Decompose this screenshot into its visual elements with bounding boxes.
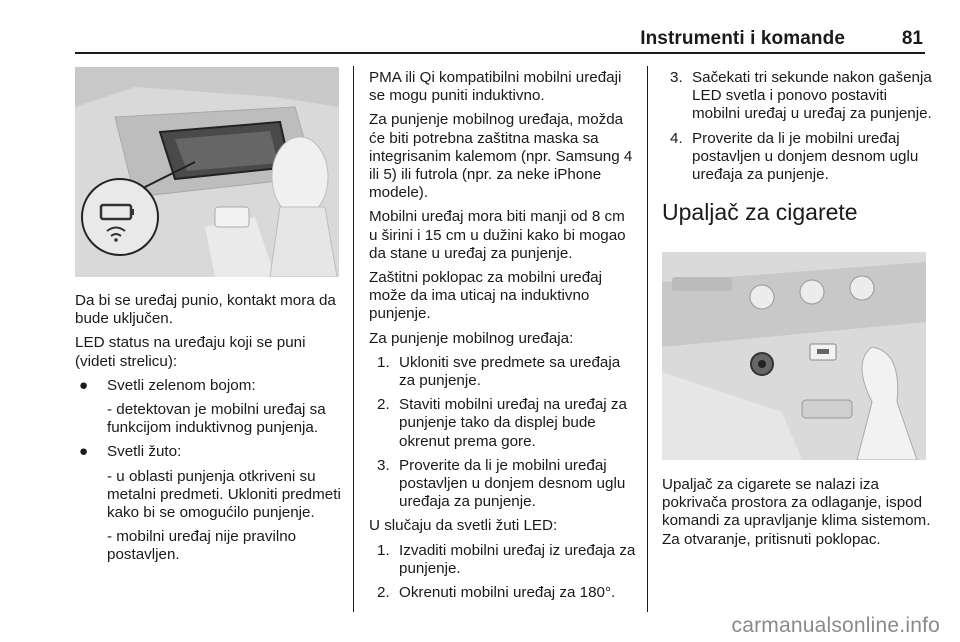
column-divider [353,66,354,612]
list-item [369,354,637,390]
paragraph: Za punjenje mobilnog uređaja, možda će biti potrebna zaštitna maska sa integrisanim kalemom (npr. Samsung 4 ili 5) ili futrola (npr. za neke iPhone modele). [369,111,633,202]
bullet-text: Svetli žuto: [107,443,182,461]
list-item [662,130,932,185]
column-right [662,69,932,240]
bullet-text: Svetli zelenom bojom: [107,376,256,394]
list-item [369,396,637,451]
paragraph: Da bi se uređaj punio, kontakt mora da bude uključen. [75,292,336,328]
list-number: 2. [377,584,390,602]
list-number: 3. [670,69,683,86]
list-text: Ukloniti sve predmete sa uređaja za punjenje. [399,353,621,390]
lighter-description [662,476,932,555]
paragraph: PMA ili Qi kompatibilni mobilni uređaji se mogu puniti induktivno. [369,69,622,105]
list-text: Sačekati tri sekunde nakon gašenja LED svetla i ponovo postaviti mobilni uređaj u uređaj za punjenje. [692,69,932,123]
list-text: Izvaditi mobilni uređaj iz uređaja za punjenje. [399,541,636,577]
list-text: Staviti mobilni uređaj na uređaj za punjenje tako da displej bude okrenut prema gore. [399,396,627,450]
paragraph: Zaštitni poklopac za mobilni uređaj može da ima uticaj na induktivno punjenje. [369,269,602,323]
column-left [75,292,343,571]
bullet-dot: ● [79,376,89,394]
list-item [369,542,637,578]
bullet-sub: - mobilni uređaj nije pravilno postavljen. [107,528,297,564]
bullet-item [75,377,343,395]
section-title: Upaljač za cigarete [662,199,858,226]
bullet-item [75,443,343,461]
charging-pad-illustration [75,67,339,277]
list-number: 1. [377,353,390,371]
paragraph: Za punjenje mobilnog uređaja: [369,329,574,347]
list-item [369,457,637,512]
list-text: Proverite da li je mobilni uređaj postavljen u donjem desnom uglu uređaja za punjenje. [399,456,626,511]
paragraph: Mobilni uređaj mora biti manji od 8 cm u širini i 15 cm u dužini kako bi mogao da stane u uređaj za punjenje. [369,208,626,262]
paragraph: LED status na uređaju koji se puni (videti strelicu): [75,334,306,370]
list-number: 4. [670,129,683,147]
paragraph: U slučaju da svetli žuti LED: [369,517,558,535]
bullet-dot: ● [79,443,89,461]
list-item [369,584,637,602]
watermark: carmanualsonline.info [731,614,940,637]
list-number: 2. [377,396,390,414]
bullet-sub: - u oblasti punjenja otkriveni su metalni predmeti. Ukloniti predmeti kako bi se omogućilo punjenje. [107,467,341,522]
page-number: 81 [901,28,923,49]
bullet-sub: - detektovan je mobilni uređaj sa funkcijom induktivnog punjenja. [107,401,326,437]
list-text: Proverite da li je mobilni uređaj postavljen u donjem desnom uglu uređaja za punjenje. [692,129,919,184]
list-text: Okrenuti mobilni uređaj za 180°. [399,584,616,602]
paragraph: Upaljač za cigarete se nalazi iza pokrivača prostora za odlaganje, ispod komandi za upravljanje klima sistemom. Za otvaranje, pritisnuti poklopac. [662,476,931,548]
column-middle [369,69,637,608]
list-item [662,69,932,124]
column-divider [647,66,648,612]
header-title: Instrumenti i komande [640,28,845,49]
list-number: 3. [377,456,390,474]
list-number: 1. [377,541,390,559]
cigarette-lighter-illustration [662,252,926,460]
page-header [75,26,925,54]
